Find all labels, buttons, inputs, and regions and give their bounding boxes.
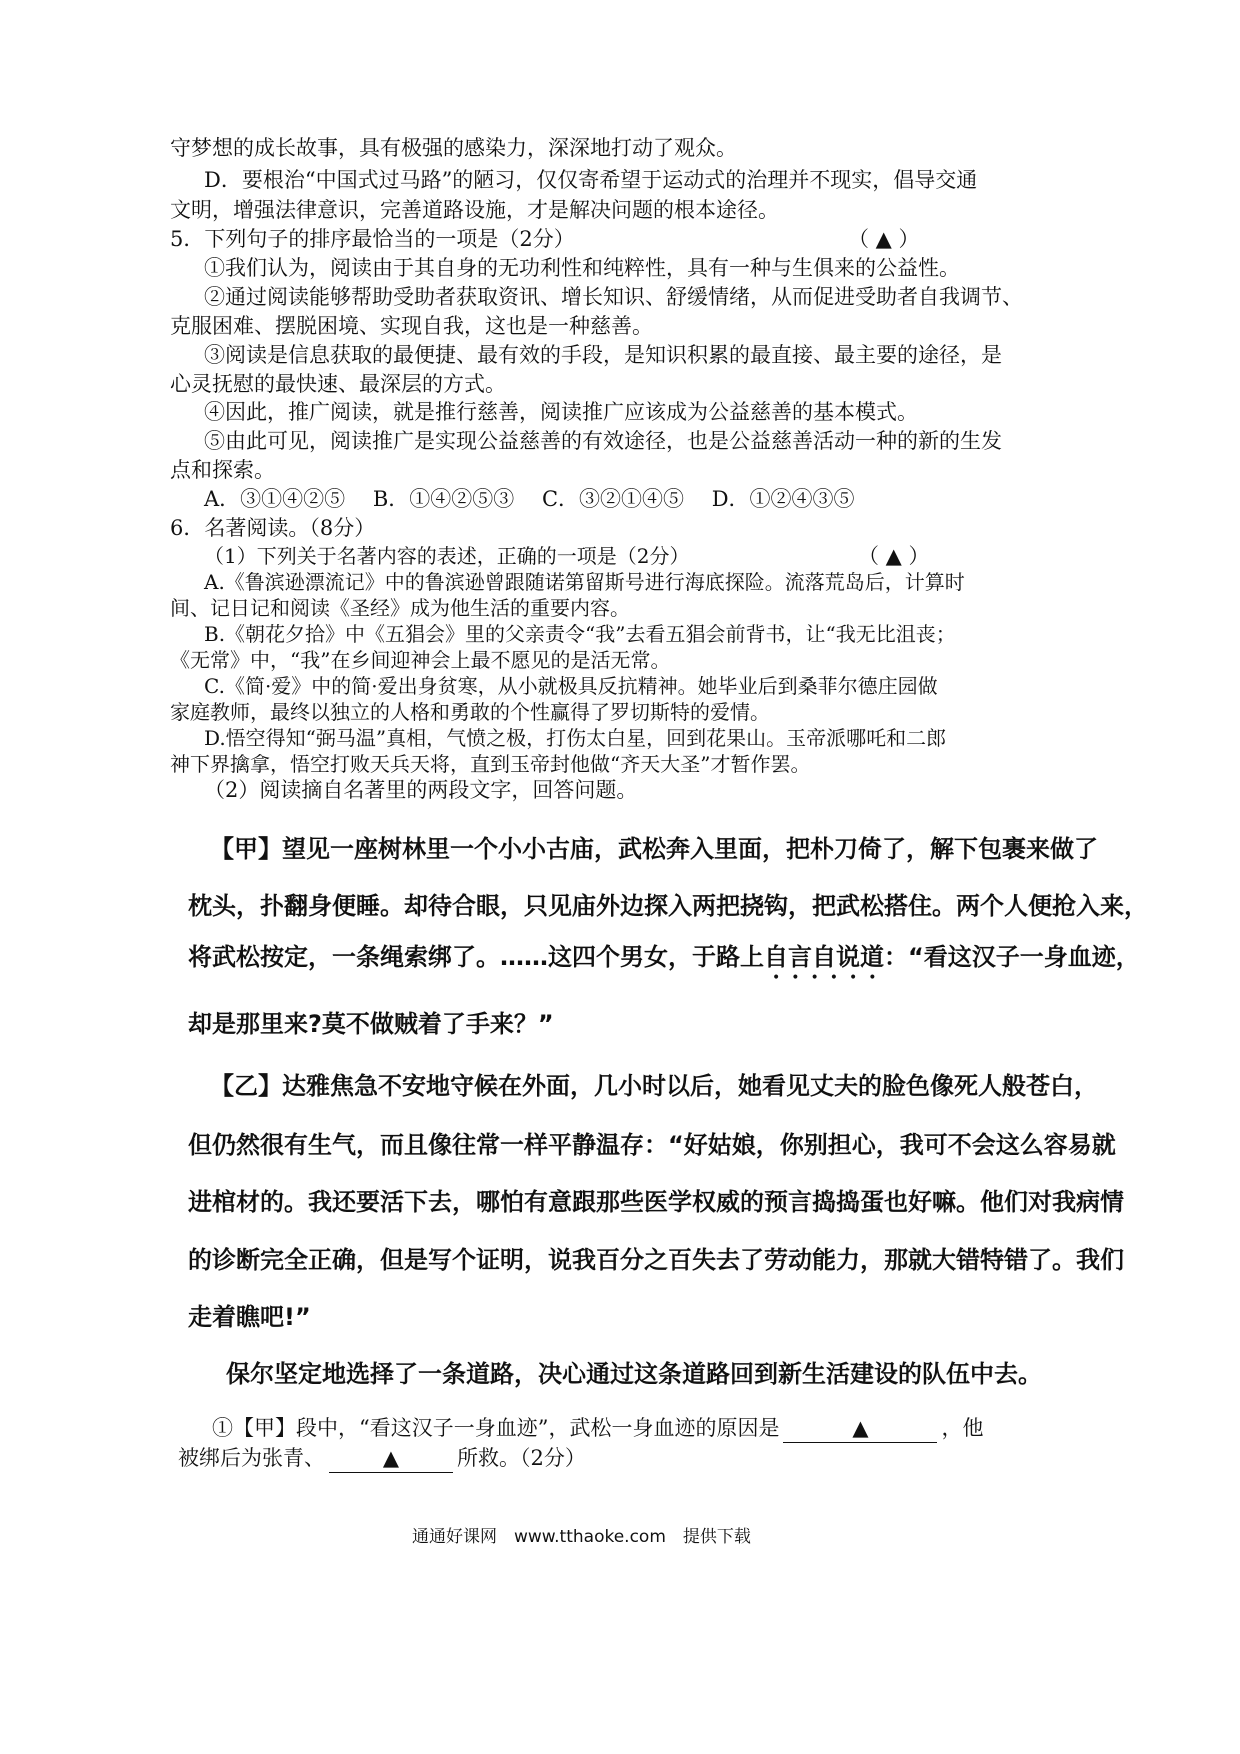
emphasis-dots: •••••• (772, 970, 888, 986)
option-d-cont: 神下界擒拿，悟空打败天兵天将，直到玉帝封他做“齐天大圣”才暂作罢。 (170, 752, 811, 776)
sentence-4: ④因此，推广阅读，就是推行慈善，阅读推广应该成为公益慈善的基本模式。 (204, 400, 918, 424)
question-6-1-title: （1）下列关于名著内容的表述，正确的一项是（2分） (204, 544, 690, 568)
sentence-2-cont: 克服困难、摆脱困境、实现自我，这也是一种慈善。 (170, 314, 653, 338)
passage-jia-line-1: 【甲】望见一座树林里一个小小古庙，武松奔入里面，把朴刀倚了，解下包裹来做了 (210, 835, 1098, 863)
subquestion-1-text: 被绑后为张青、 (178, 1446, 325, 1470)
subquestion-1-line-1 (212, 1414, 983, 1443)
option-b: B.《朝花夕拾》中《五猖会》里的父亲责令“我”去看五猖会前背书，让“我无比沮丧； (204, 622, 956, 646)
subquestion-1-text-end: ，他 (941, 1416, 984, 1440)
answer-blank: ▲ (329, 1444, 453, 1473)
sentence-2: ②通过阅读能够帮助受助者获取资讯、增长知识、舒缓情绪，从而促进受助者自我调节、 (204, 285, 1023, 309)
passage-jia-line-4: 却是那里来?莫不做贼着了手来？” (188, 1010, 554, 1038)
answer-mark-q6-1: （ ▲ ） (858, 544, 930, 568)
subquestion-1-line-2 (178, 1444, 586, 1473)
sentence-5: ⑤由此可见，阅读推广是实现公益慈善的有效途径，也是公益慈善活动一种的新的生发 (204, 429, 1002, 453)
option-a-cont: 间、记日记和阅读《圣经》成为他生活的重要内容。 (170, 596, 630, 620)
question-6-2-title: （2）阅读摘自名著里的两段文字，回答问题。 (204, 778, 638, 802)
passage-jia-line-2: 枕头，扑翻身便睡。却待合眼，只见庙外边探入两把挠钩，把武松搭住。两个人便抢入来， (188, 892, 1148, 920)
option-b-cont: 《无常》中，“我”在乡间迎神会上最不愿见的是活无常。 (170, 648, 671, 672)
passage-yi-line-4: 的诊断完全正确，但是写个证明，说我百分之百失去了劳动能力，那就大错特错了。我们 (188, 1246, 1124, 1274)
subquestion-1-text: ①【甲】段中，“看这汉子一身血迹”，武松一身血迹的原因是 (212, 1416, 780, 1440)
question-5-title: 5．下列句子的排序最恰当的一项是（2分） (170, 227, 575, 251)
passage-yi-line-1: 【乙】达雅焦急不安地守候在外面，几小时以后，她看见丈夫的脸色像死人般苍白， (210, 1072, 1098, 1100)
answer-mark-q5: （ ▲ ） (848, 227, 920, 251)
passage-summary: 保尔坚定地选择了一条道路，决心通过这条道路回到新生活建设的队伍中去。 (226, 1360, 1042, 1388)
option-c: C.《简·爱》中的简·爱出身贫寒，从小就极具反抗精神。她毕业后到桑菲尔德庄园做 (204, 674, 938, 698)
option-d-line: D．要根治“中国式过马路”的陋习，仅仅寄希望于运动式的治理并不现实，倡导交通 (204, 168, 978, 192)
sentence-3-cont: 心灵抚慰的最快速、最深层的方式。 (170, 372, 506, 396)
sentence-5-cont: 点和探索。 (170, 458, 275, 482)
option-d: D.悟空得知“弼马温”真相，气愤之极，打伤太白星，回到花果山。玉帝派哪吒和二郎 (204, 726, 947, 750)
question-5-options: A．③①④②⑤ B．①④②⑤③ C．③②①④⑤ D．①②④③⑤ (204, 487, 855, 511)
passage-yi-line-3: 进棺材的。我还要活下去，哪怕有意跟那些医学权威的预言捣捣蛋也好嘛。他们对我病情 (188, 1188, 1124, 1216)
passage-yi-line-5: 走着瞧吧!” (188, 1303, 311, 1331)
sentence-1: ①我们认为，阅读由于其自身的无功利性和纯粹性，具有一种与生俱来的公益性。 (204, 256, 960, 280)
answer-blank: ▲ (783, 1414, 937, 1443)
text-line: 文明，增强法律意识，完善道路设施，才是解决问题的根本途径。 (170, 198, 779, 222)
option-a: A.《鲁滨逊漂流记》中的鲁滨逊曾跟随诺第留斯号进行海底探险。流落荒岛后，计算时 (204, 570, 965, 594)
passage-yi-line-2: 但仍然很有生气，而且像往常一样平静温存：“好姑娘，你别担心，我可不会这么容易就 (188, 1131, 1116, 1159)
option-c-cont: 家庭教师，最终以独立的人格和勇敢的个性赢得了罗切斯特的爱情。 (170, 700, 770, 724)
subquestion-1-text-end: 所救。（2分） (457, 1446, 586, 1470)
sentence-3: ③阅读是信息获取的最便捷、最有效的手段，是知识积累的最直接、最主要的途径，是 (204, 343, 1002, 367)
question-6-title: 6．名著阅读。（8分） (170, 516, 376, 540)
passage-jia-line-3: 将武松按定，一条绳索绑了。……这四个男女，于路上自言自说道：“看这汉子一身血迹， (188, 943, 1140, 971)
page-footer: 通通好课网 www.tthaoke.com 提供下载 (412, 1527, 751, 1547)
text-line: 守梦想的成长故事，具有极强的感染力，深深地打动了观众。 (170, 136, 737, 160)
